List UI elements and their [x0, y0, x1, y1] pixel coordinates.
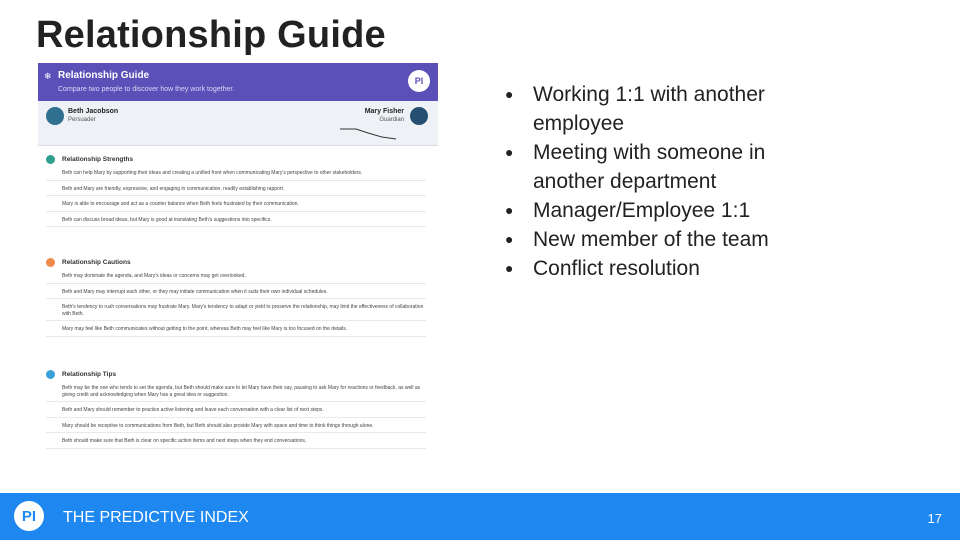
- pi-logo-icon: PI: [408, 70, 430, 92]
- list-item: Beth's tendency to rush conversations may frustrate Mary. Mary's tendency to adapt or yield to preserve the relationship, may limit the effectiveness of collaboration with Beth.: [46, 301, 426, 321]
- doc-header: [38, 63, 438, 101]
- list-item: Beth and Mary are friendly, expressive, and engaging in communication, readily establishing rapport.: [46, 183, 426, 197]
- cautions-icon: [46, 258, 55, 267]
- section-title: Relationship Tips: [62, 371, 117, 378]
- list-item: Beth may dominate the agenda, and Mary's ideas or concerns may get overlooked.: [46, 270, 426, 284]
- list-item: Beth should make sure that Beth is clear on specific action items and next steps when they end conversations.: [46, 435, 426, 449]
- snowflake-icon: ❄: [44, 71, 52, 81]
- list-item: Beth may be the one who tends to set the agenda, but Beth should make sure to let Mary have their say, pausing to ask Mary for reactions or feedback, as well as giving credit and acknowledging when Mary has a great idea or suggestion.: [46, 382, 426, 402]
- bullet-item: ● Manager/Employee 1:1: [502, 196, 832, 225]
- bullet-dot-icon: ●: [505, 202, 514, 218]
- list-item: Beth can help Mary by supporting their ideas and creating a unified front when communicating Mary's perspective to other stakeholders.: [46, 167, 426, 181]
- person1-name: Beth Jacobson: [68, 108, 119, 115]
- footer-brand: THE PREDICTIVE INDEX: [63, 509, 249, 526]
- section-strengths: [46, 155, 426, 229]
- bullet-dot-icon: ●: [505, 231, 514, 247]
- avatar: [46, 107, 64, 125]
- bullet-item: ● New member of the team: [502, 225, 832, 254]
- people-compare-bar: [38, 101, 438, 146]
- section-tips: [46, 370, 426, 451]
- list-item: Beth and Mary should remember to practice active listening and leave each conversation with a clear list of next steps.: [46, 404, 426, 418]
- use-case-list: [502, 80, 832, 283]
- bullet-item: ● Working 1:1 with another employee: [502, 80, 832, 138]
- list-item: Beth can discuss broad ideas, but Mary is good at translating Beth's suggestions into specifics.: [46, 214, 426, 228]
- list-item: Mary should be receptive to communications from Beth, but Beth should also provide Mary with space and time to think things through alone.: [46, 420, 426, 434]
- strengths-icon: [46, 155, 55, 164]
- bullet-dot-icon: ●: [505, 260, 514, 276]
- list-item: Mary may feel like Beth communicates without getting to the point, whereas Beth may feel like Mary is too focused on the details.: [46, 323, 426, 337]
- person2-role: Guardian: [379, 117, 404, 123]
- section-title: Relationship Cautions: [62, 259, 131, 266]
- slide-title: Relationship Guide: [36, 14, 386, 56]
- bullet-item: ● Conflict resolution: [502, 254, 832, 283]
- avatar: [410, 107, 428, 125]
- list-item: Beth and Mary may interrupt each other, or they may initiate communication when it suits their own individual schedules.: [46, 286, 426, 300]
- section-title: Relationship Strengths: [62, 156, 134, 163]
- pi-logo-icon: PI: [14, 501, 44, 531]
- list-item: Mary is able to encourage and act as a counter balance when Beth feels frustrated by their communication.: [46, 198, 426, 212]
- tips-icon: [46, 370, 55, 379]
- section-cautions: [46, 258, 426, 339]
- doc-subtitle: Compare two people to discover how they work together.: [58, 86, 235, 93]
- footer-bar: [0, 493, 960, 540]
- person1-role: Persuader: [68, 117, 96, 123]
- bullet-dot-icon: ●: [505, 86, 514, 102]
- pattern-graph-icon: [338, 121, 398, 141]
- page-number: 17: [927, 511, 942, 526]
- bullet-item: ● Meeting with someone in another department: [502, 138, 832, 196]
- relationship-guide-screenshot: [38, 63, 438, 468]
- bullet-dot-icon: ●: [505, 144, 514, 160]
- doc-title: Relationship Guide: [58, 70, 150, 81]
- person2-name: Mary Fisher: [364, 108, 404, 115]
